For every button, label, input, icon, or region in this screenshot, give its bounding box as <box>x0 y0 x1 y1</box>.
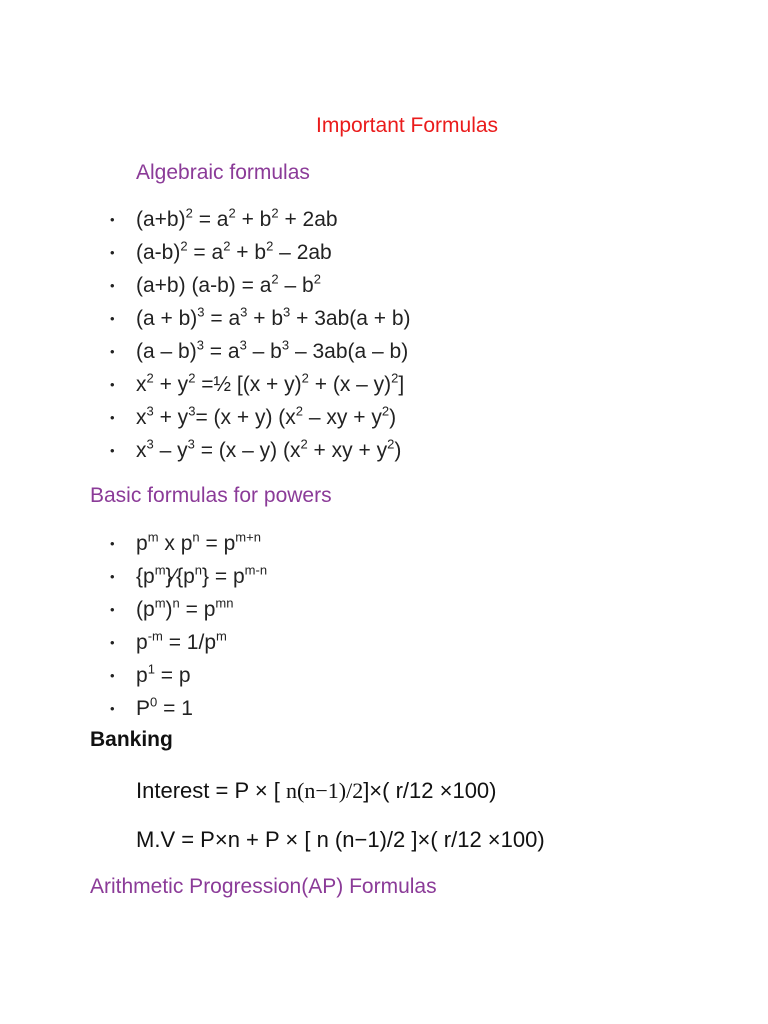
powers-formula-item: • $p^m$ x $p^n = p^{m+n}$ <box>110 527 267 560</box>
superscript: 1 <box>147 661 155 677</box>
powers-formula-item: • $\{p^m\}⁄\{p^n\} = p^{m-n}$ <box>110 560 267 593</box>
algebraic-formula-item: • $(a - b)^3 = a^3 - b^3 - 3ab(a - b)$ <box>110 335 411 368</box>
superscript: 2 <box>180 238 188 254</box>
bullet-icon: • <box>110 377 115 392</box>
powers-formula-item: • $(p^m)^n = p^{mn}$ <box>110 593 267 626</box>
superscript: 3 <box>197 304 205 320</box>
superscript: mn <box>215 595 234 611</box>
banking-heading: Banking <box>90 728 173 751</box>
superscript: 2 <box>381 403 390 419</box>
superscript: 2 <box>391 370 399 386</box>
superscript: m <box>147 529 159 545</box>
algebraic-formula-item: • $x^3 + y^3= (x + y)$ ($x^2$ – xy + $y^2$) <box>110 401 411 434</box>
superscript: 3 <box>188 403 196 419</box>
interest-formula-end: ]×( r/12 ×100) <box>363 778 497 803</box>
bullet-icon: • <box>110 569 115 584</box>
superscript: 2 <box>300 436 308 452</box>
ap-formulas-heading: Arithmetic Progression(AP) Formulas <box>90 875 437 898</box>
algebraic-formula-item: • (a+b) $(a-b) = a^2 - b^2$ <box>110 269 411 302</box>
superscript: 2 <box>387 436 395 452</box>
bullet-icon: • <box>110 311 115 326</box>
bullet-icon: • <box>110 701 115 716</box>
superscript: 3 <box>281 337 290 353</box>
superscript: 3 <box>240 304 248 320</box>
powers-formulas-heading: Basic formulas for powers <box>90 484 332 507</box>
superscript: m-n <box>244 562 268 578</box>
superscript: 2 <box>266 238 274 254</box>
superscript: 3 <box>239 337 247 353</box>
algebraic-formulas-heading: Algebraic formulas <box>136 161 310 184</box>
powers-formula-item: • $P^0 = 1$ <box>110 692 267 725</box>
bullet-icon: • <box>110 212 115 227</box>
superscript: 2 <box>271 271 279 287</box>
interest-formula-fraction: n(n−1)/2 <box>286 778 364 803</box>
superscript: m <box>154 595 166 611</box>
superscript: n <box>192 529 200 545</box>
maturity-value-formula: M.V = P×n + P × [ n (n−1)/2 ]×( r/12 ×100) <box>136 827 545 852</box>
superscript: 2 <box>223 238 231 254</box>
superscript: 3 <box>283 304 291 320</box>
superscript: m+n <box>235 529 261 545</box>
powers-formula-item: • $p^1 = p$ <box>110 659 267 692</box>
superscript: 3 <box>196 337 204 353</box>
bullet-icon: • <box>110 443 115 458</box>
superscript: 0 <box>150 694 158 710</box>
superscript: m <box>216 628 227 644</box>
powers-formula-item: • $p^{-m} = 1/p^m$ <box>110 626 267 659</box>
bullet-icon: • <box>110 245 115 260</box>
algebraic-formula-list <box>110 203 411 467</box>
interest-formula-start: Interest = P × [ <box>136 778 287 803</box>
superscript: 2 <box>313 271 321 287</box>
page-title: Important Formulas <box>316 114 499 137</box>
bullet-icon: • <box>110 668 115 683</box>
algebraic-formula-item: • $(a + b)^3 = a^3 + b^3 + 3ab(a + b)$ <box>110 302 411 335</box>
superscript: 3 <box>187 436 195 452</box>
superscript: 2 <box>185 205 193 221</box>
superscript: 2 <box>188 370 196 386</box>
interest-formula <box>136 778 497 804</box>
algebraic-formula-item: • $(a-b)^2 = a^2 + b^2 - 2ab$ <box>110 236 411 269</box>
bullet-icon: • <box>110 278 115 293</box>
bullet-icon: • <box>110 635 115 650</box>
powers-formula-list <box>110 527 267 725</box>
superscript: 2 <box>271 205 279 221</box>
superscript: n <box>194 562 203 578</box>
algebraic-formula-item: • $x^3 - y^3 = (x - y) (x^2$ + xy + $y^2$) <box>110 434 411 467</box>
superscript: 2 <box>228 205 236 221</box>
superscript: 2 <box>295 403 304 419</box>
bullet-icon: • <box>110 602 115 617</box>
algebraic-formula-item: • $(a+b)^2 = a^2 + b^2 + 2ab$ <box>110 203 411 236</box>
superscript: m <box>154 562 166 578</box>
bullet-icon: • <box>110 344 115 359</box>
superscript: -m <box>147 628 163 644</box>
bullet-icon: • <box>110 410 115 425</box>
superscript: 3 <box>146 436 154 452</box>
superscript: n <box>172 595 180 611</box>
algebraic-formula-item: • $x^2 + y^2$ =½ $[(x + y)^2 + (x - y)^2]$ <box>110 368 411 401</box>
superscript: 2 <box>146 370 154 386</box>
superscript: 3 <box>146 403 154 419</box>
bullet-icon: • <box>110 536 115 551</box>
superscript: 2 <box>301 370 309 386</box>
